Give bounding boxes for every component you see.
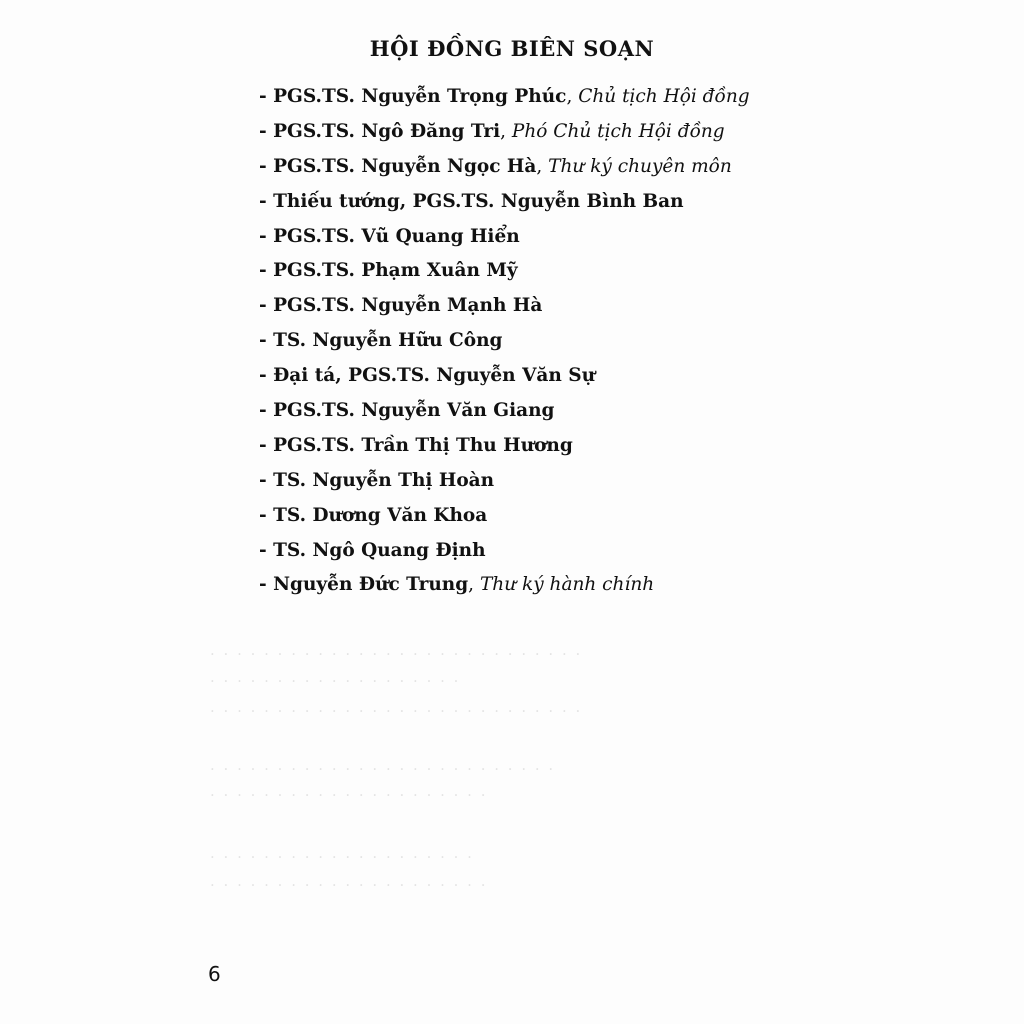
- list-item: - PGS.TS. Nguyễn Trọng Phúc, Chủ tịch Hội đồng: [259, 86, 750, 107]
- member-name: TS. Ngô Quang Định: [273, 539, 486, 561]
- list-item: - TS. Nguyễn Thị Hoàn: [259, 469, 495, 491]
- member-name: Đại tá, PGS.TS. Nguyễn Văn Sự: [273, 365, 596, 387]
- member-list: [259, 80, 750, 603]
- show-through-line: · · · · · · · · · · · · · · · · · · · · · · · · · ·: [210, 760, 556, 778]
- list-item: - Đại tá, PGS.TS. Nguyễn Văn Sự: [259, 365, 596, 387]
- list-item: - PGS.TS. Trần Thị Thu Hương: [259, 434, 573, 456]
- show-through-line: · · · · · · · · · · · · · · · · · · · · ·: [210, 786, 488, 804]
- list-item: - PGS.TS. Phạm Xuân Mỹ: [259, 260, 518, 282]
- member-name: PGS.TS. Nguyễn Trọng Phúc: [273, 86, 567, 107]
- member-name: PGS.TS. Ngô Đăng Tri: [273, 120, 501, 142]
- member-name: TS. Dương Văn Khoa: [273, 504, 488, 526]
- member-role: Thư ký chuyên môn: [548, 155, 732, 177]
- member-role: Phó Chủ tịch Hội đồng: [511, 120, 725, 142]
- show-through-line: · · · · · · · · · · · · · · · · · · ·: [210, 672, 461, 690]
- list-item: - TS. Dương Văn Khoa: [259, 504, 488, 526]
- list-item: - PGS.TS. Nguyễn Mạnh Hà: [259, 295, 543, 317]
- show-through-line: · · · · · · · · · · · · · · · · · · · · · · · · · · · ·: [210, 645, 583, 663]
- member-role: Thư ký hành chính: [479, 574, 655, 596]
- list-item: - Thiếu tướng, PGS.TS. Nguyễn Bình Ban: [259, 190, 684, 212]
- show-through-line: · · · · · · · · · · · · · · · · · · · · · · · · · · · ·: [210, 702, 583, 720]
- list-item: - Nguyễn Đức Trung, Thư ký hành chính: [259, 574, 655, 596]
- show-through-line: · · · · · · · · · · · · · · · · · · · · ·: [210, 876, 488, 894]
- member-name: Thiếu tướng, PGS.TS. Nguyễn Bình Ban: [273, 190, 684, 212]
- member-name: Nguyễn Đức Trung: [273, 574, 469, 596]
- list-item: - PGS.TS. Nguyễn Ngọc Hà, Thư ký chuyên môn: [259, 155, 732, 177]
- list-item: - TS. Nguyễn Hữu Công: [259, 330, 503, 352]
- member-name: PGS.TS. Nguyễn Mạnh Hà: [273, 295, 543, 317]
- member-name: PGS.TS. Phạm Xuân Mỹ: [273, 260, 518, 282]
- show-through-line: · · · · · · · · · · · · · · · · · · · ·: [210, 848, 474, 866]
- member-name: TS. Nguyễn Hữu Công: [273, 330, 503, 352]
- member-role: Chủ tịch Hội đồng: [578, 86, 750, 107]
- list-item: - TS. Ngô Quang Định: [259, 539, 486, 561]
- member-name: TS. Nguyễn Thị Hoàn: [273, 469, 495, 491]
- list-item: - PGS.TS. Ngô Đăng Tri, Phó Chủ tịch Hội đồng: [259, 120, 725, 142]
- list-item: - PGS.TS. Nguyễn Văn Giang: [259, 400, 555, 422]
- member-name: PGS.TS. Trần Thị Thu Hương: [273, 434, 573, 456]
- member-name: PGS.TS. Vũ Quang Hiển: [273, 225, 520, 247]
- page-number: 6: [208, 962, 221, 986]
- member-name: PGS.TS. Nguyễn Văn Giang: [273, 400, 555, 422]
- member-name: PGS.TS. Nguyễn Ngọc Hà: [273, 155, 537, 177]
- list-item: - PGS.TS. Vũ Quang Hiển: [259, 225, 520, 247]
- page-title: HỘI ĐỒNG BIÊN SOẠN: [369, 36, 655, 61]
